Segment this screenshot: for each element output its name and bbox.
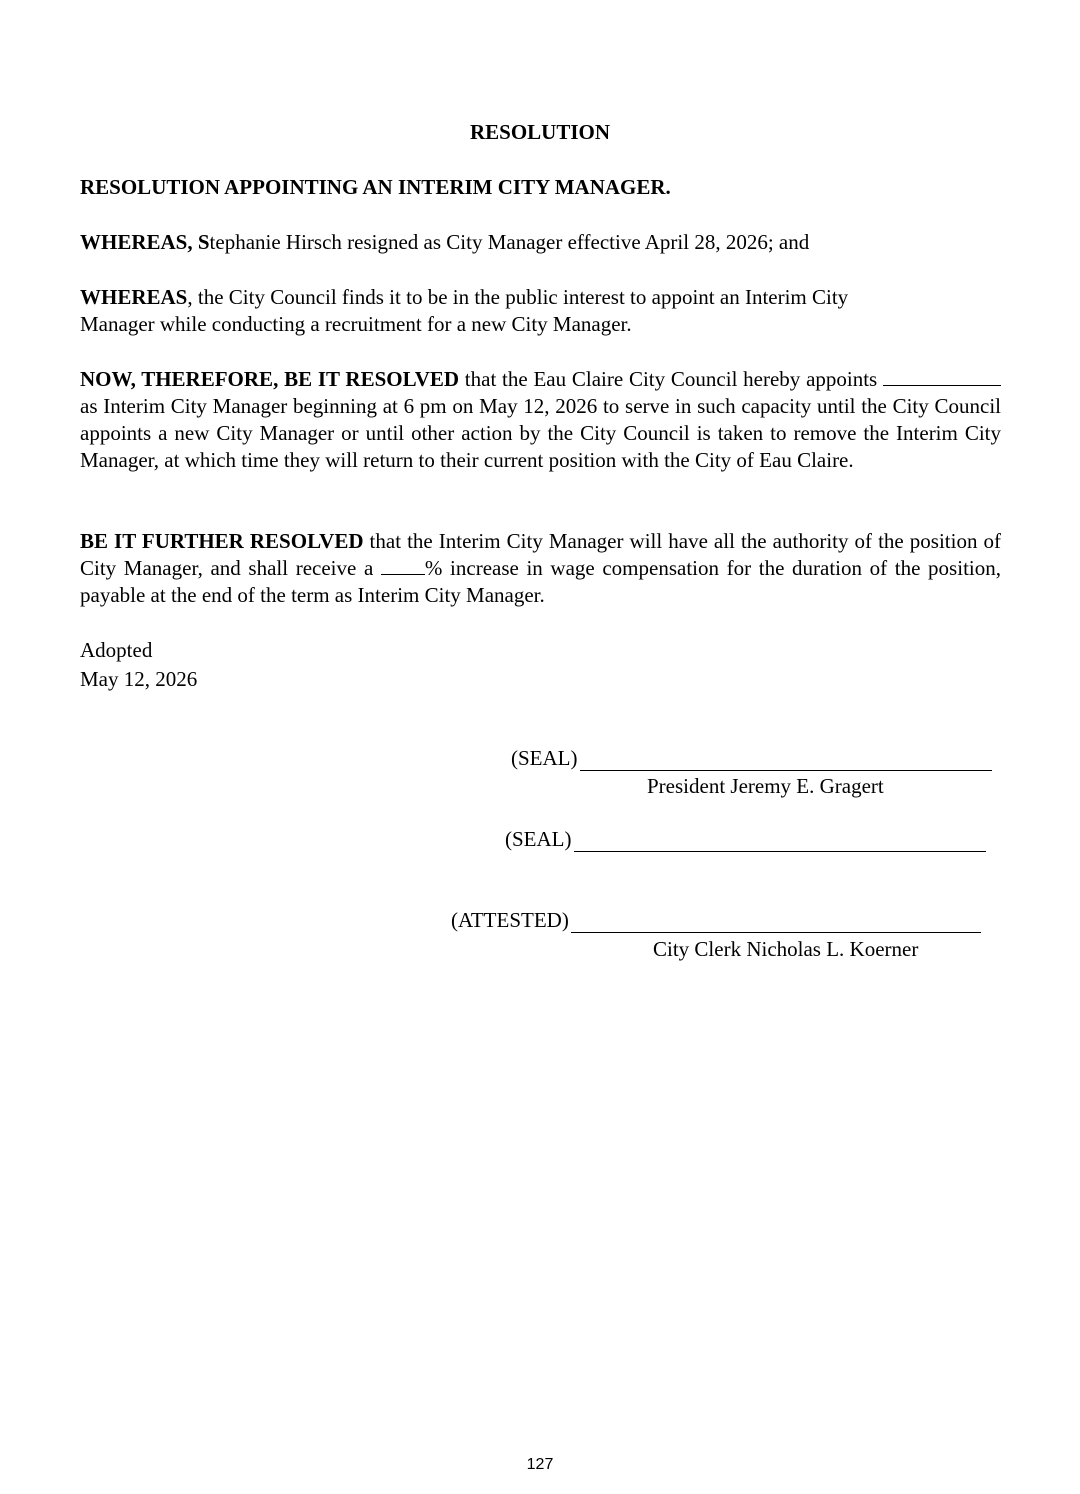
attested-signer-name: City Clerk Nicholas L. Koerner — [653, 937, 919, 961]
seal-signature-row-1 — [511, 746, 992, 771]
appointee-blank — [883, 384, 1001, 386]
whereas-1-lead: WHEREAS, S — [80, 230, 210, 254]
whereas-1-text: tephanie Hirsch resigned as City Manager effective April 28, 2026; and — [209, 230, 810, 254]
document-title: RESOLUTION — [469, 120, 611, 144]
attested-signature-line — [571, 914, 981, 933]
resolved-1-text-a: that the Eau Claire City Council hereby appoints — [459, 367, 878, 391]
attested-signature-row — [451, 908, 981, 933]
whereas-paragraph-1 — [80, 229, 1001, 256]
seal-1-label: (SEAL) — [511, 746, 578, 770]
seal-2-signature-line — [574, 833, 986, 852]
resolved-2-text-a: that the Interim City Manager will have all the authority of the position of City Manager, and shall receive a — [80, 529, 1001, 580]
adopted-date: May 12, 2026 — [80, 667, 198, 691]
whereas-2-lead: WHEREAS — [80, 285, 188, 309]
adopted-label: Adopted — [80, 638, 153, 662]
resolution-heading: RESOLUTION APPOINTING AN INTERIM CITY MANAGER. — [80, 175, 671, 199]
resolved-2-lead: BE IT FURTHER RESOLVED — [80, 529, 364, 553]
whereas-2-text-line2: Manager while conducting a recruitment for a new City Manager. — [80, 312, 632, 336]
seal-1-signer-name: President Jeremy E. Gragert — [647, 774, 884, 798]
seal-signature-row-2 — [505, 827, 986, 852]
adopted-block — [80, 636, 197, 694]
resolved-paragraph-2 — [80, 528, 1001, 609]
seal-1-signature-line — [580, 752, 992, 771]
page-number: 127 — [526, 1456, 554, 1473]
resolved-paragraph-1 — [80, 366, 1001, 474]
attested-label: (ATTESTED) — [451, 908, 569, 932]
percent-blank — [381, 573, 425, 575]
seal-2-label: (SEAL) — [505, 827, 572, 851]
whereas-2-text-line1: , the City Council finds it to be in the public interest to appoint an Interim City — [187, 285, 849, 309]
resolved-2-text-b: % increase in wage compensation for the duration of the position, payable at the end of the term as Interim City Manager. — [80, 556, 1001, 607]
resolved-1-text-b: as Interim City Manager beginning at 6 pm on May 12, 2026 to serve in such capacity until the City Council appoints a new City Manager or until other action by the City Council is taken to remove the Interim City Manager, at which time they will return to their current position with the City of Eau Claire. — [80, 394, 1001, 472]
whereas-paragraph-2 — [80, 284, 1001, 338]
resolved-1-lead: NOW, THEREFORE, BE IT RESOLVED — [80, 367, 460, 391]
